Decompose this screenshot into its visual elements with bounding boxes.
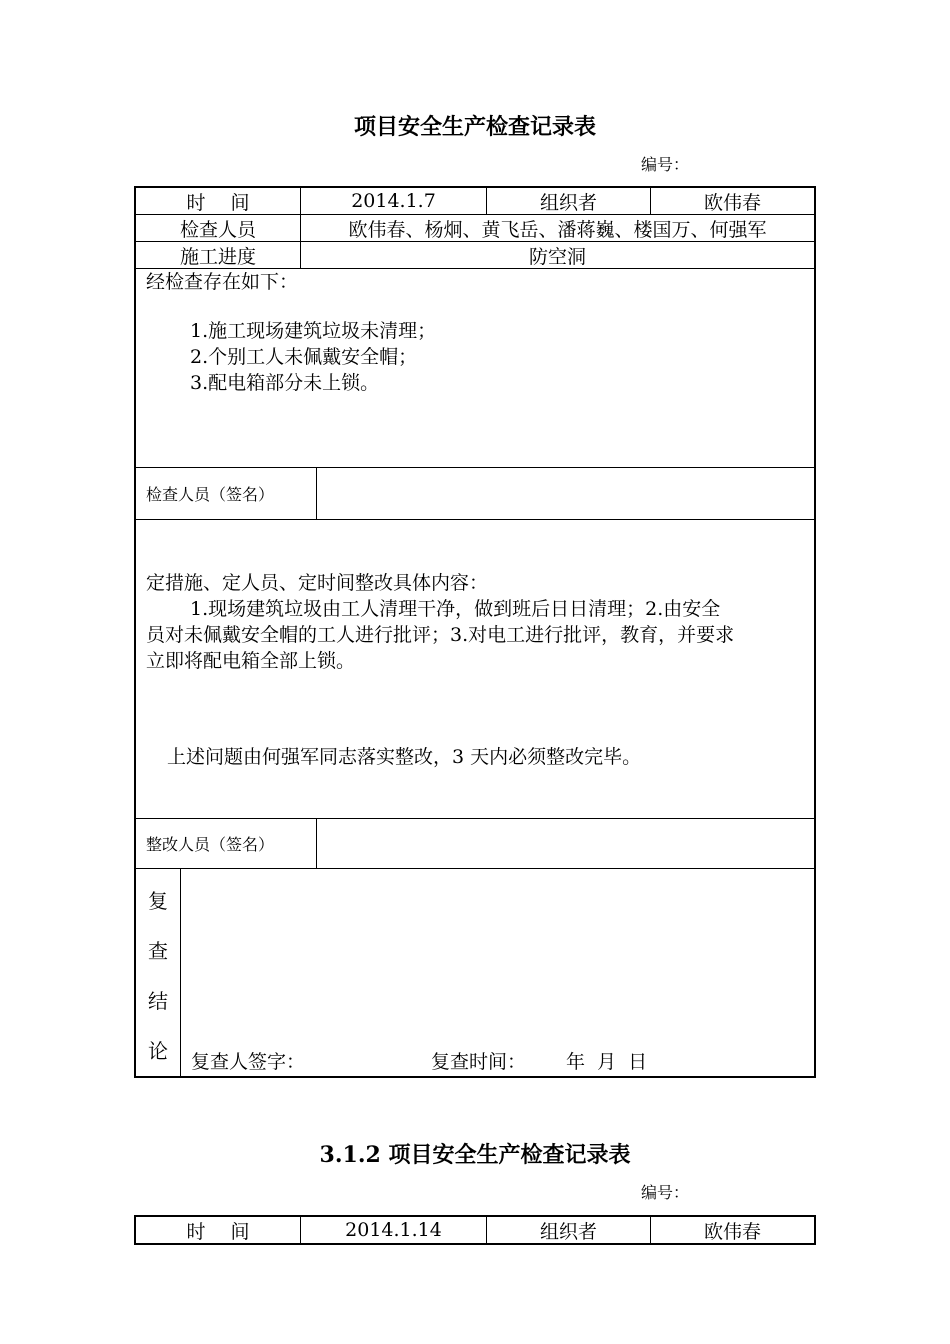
- form1-row-inspector-sign: [136, 468, 814, 520]
- organizer-label: 组织者: [487, 188, 651, 214]
- form2-title: 3.1.2 项目安全生产检查记录表: [319, 1142, 631, 1168]
- organizer-label: 组织者: [487, 1217, 651, 1243]
- responsible-note: 上述问题由何强军同志落实整改，3 天内必须整改完毕。: [167, 746, 642, 768]
- progress-label: 施工进度: [136, 242, 301, 268]
- form1-row-review: [136, 869, 814, 1076]
- form1-table: [134, 186, 816, 1078]
- form1-row-measures: [136, 520, 814, 819]
- inspector-sign-field[interactable]: [317, 468, 814, 519]
- date-value: 2014.1.14: [301, 1217, 487, 1243]
- form1-row-progress: [136, 242, 814, 269]
- time-label: 时 间: [136, 188, 301, 214]
- finding-item: 2.个别工人未佩戴安全帽；: [190, 346, 418, 368]
- time-label: 时 间: [136, 1217, 301, 1243]
- review-label-char: 查: [148, 939, 168, 963]
- measures-line: 员对未佩戴安全帽的工人进行批评；3.对电工进行批评，教育，并要求: [146, 624, 735, 646]
- form2-table: [134, 1215, 816, 1245]
- reviewer-sign-label: 复查人签字：: [191, 1051, 306, 1073]
- review-content[interactable]: [181, 869, 814, 1076]
- form1-title: 项目安全生产检查记录表: [353, 114, 596, 140]
- findings-intro: 经检查存在如下：: [146, 271, 299, 293]
- inspectors-label: 检查人员: [136, 215, 301, 241]
- date-value: 2014.1.7: [301, 188, 487, 214]
- form1-row-inspectors: [136, 215, 814, 242]
- rectifier-sign-label: 整改人员（签名）: [136, 819, 317, 868]
- form2-row-time: [136, 1217, 814, 1243]
- progress-value: 防空洞: [528, 245, 586, 268]
- review-time-label: 复查时间：: [431, 1051, 527, 1073]
- form2-serial-label: 编号：: [641, 1183, 690, 1202]
- rectifier-sign-field[interactable]: [317, 819, 814, 868]
- organizer-value: 欧伟春: [703, 1220, 761, 1243]
- inspectors-value: 欧伟春、杨炯、黄飞岳、潘蒋巍、楼国万、何强军: [348, 218, 767, 241]
- form1-row-time: [136, 188, 814, 215]
- inspector-sign-label: 检查人员（签名）: [136, 468, 317, 519]
- review-label-char: 复: [148, 889, 168, 913]
- measures-line: 立即将配电箱全部上锁。: [146, 650, 356, 672]
- form1-row-findings: [136, 269, 814, 468]
- review-label-cell: [136, 869, 181, 1076]
- finding-item: 1.施工现场建筑垃圾未清理；: [190, 320, 437, 342]
- measures-intro: 定措施、定人员、定时间整改具体内容：: [146, 572, 489, 594]
- form1-serial-label: 编号：: [641, 155, 690, 174]
- review-date-placeholder: 年 月 日: [566, 1051, 648, 1073]
- review-label-char: 结: [148, 989, 168, 1013]
- organizer-value: 欧伟春: [703, 191, 761, 214]
- finding-item: 3.配电箱部分未上锁。: [190, 372, 380, 394]
- form1-row-rectifier-sign: [136, 819, 814, 869]
- measures-line: 1.现场建筑垃圾由工人清理干净，做到班后日日清理；2.由安全: [190, 598, 721, 620]
- review-label-char: 论: [148, 1039, 168, 1063]
